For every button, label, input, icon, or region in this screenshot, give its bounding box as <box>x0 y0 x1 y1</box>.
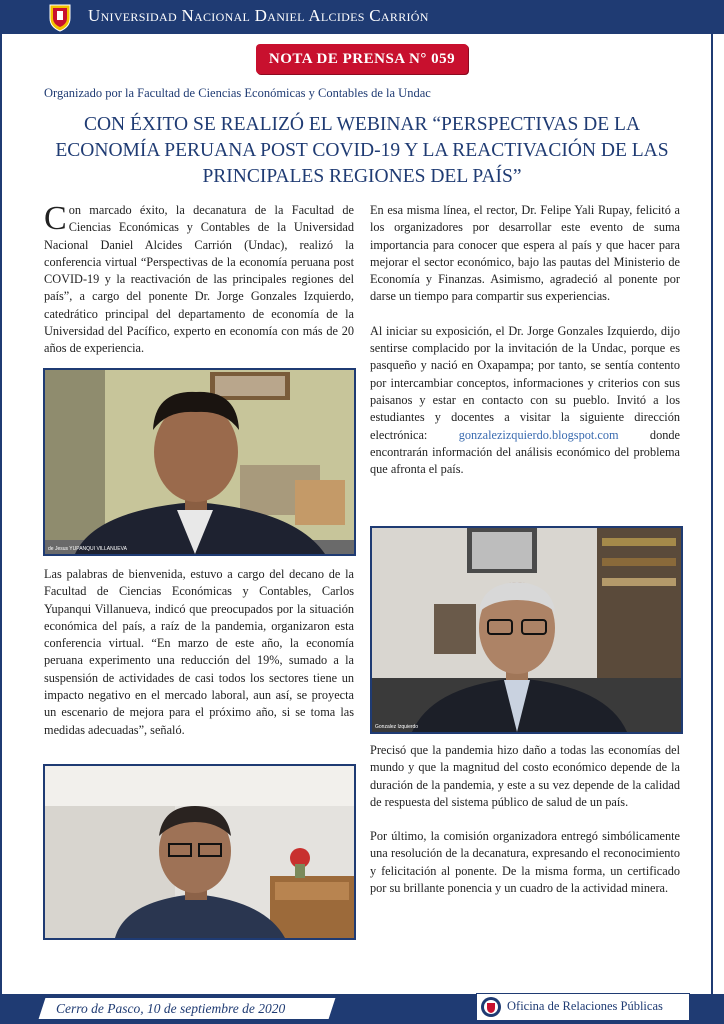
right-column-top <box>370 202 680 478</box>
organized-by: Organizado por la Facultad de Ciencias Económicas y Contables de la Undac <box>44 86 431 100</box>
welcome-paragraph: Las palabras de bienvenida, estuvo a cargo del decano de la Facultad de Ciencias Económicas y Contables, Carlos Yupanqui Villanueva, indicó que preocupados por la situación económica del país, a raíz de la pandemia, organizaron esta conferencia virtual. “En marzo de este año, la economía peruana experimento una reducción del 19%, sumado a la suspensión de actividades de casi todos los sectores tiene un impacto negativo en el mercado laboral, aun así, se proyecta un escenario de mejora para el próximo año, si se toma las medidas adecuadas”, señaló. <box>44 567 354 737</box>
left-column-welcome <box>44 566 354 739</box>
footer-office-box <box>476 993 690 1021</box>
rector-paragraph: En esa misma línea, el rector, Dr. Felipe Yali Rupay, felicitó a los organizadores por desarrollar este evento de suma importancia para conocer que espera al país y que hacer para mejorar el sector económico, bajo las pautas del Ministerio de Economía y Finanzas. Asimismo, agradeció al ponente por darse un tiempo para compartir sus experiencias. <box>370 203 680 304</box>
rector-portrait-image <box>45 766 354 938</box>
dean-portrait-image <box>45 370 354 554</box>
photo-speaker <box>370 526 683 734</box>
speaker-portrait-image <box>372 528 681 732</box>
footer-date-box <box>39 998 336 1019</box>
exposition-paragraph <box>370 323 680 479</box>
university-crest-icon <box>48 2 72 32</box>
left-border <box>0 34 2 994</box>
headline: CON ÉXITO SE REALIZÓ EL WEBINAR “PERSPECTIVAS DE LA ECONOMÍA PERUANA POST COVID-19 Y LA REACTIVACIÓN DE LAS PRINCIPALES REGIONES DEL PAÍS” <box>55 114 669 187</box>
right-border <box>711 34 713 994</box>
drop-cap: C <box>44 200 67 237</box>
intro-paragraph: on marcado éxito, la decanatura de la Facultad de Ciencias Económicas y Contables de la Universidad Nacional Daniel Alcides Carrión (Undac), realizó la conferencia virtual “Perspectivas de la economía peruana post COVID-19 y la reactivación de las principales regiones del país”, a cargo del ponente Dr. Jorge Gonzales Izquierdo, catedrático principal del departamento de economía de la Universidad del Pacífico, experto en economía con más de 20 años de experiencia. <box>44 203 354 356</box>
photo-dean <box>43 368 356 556</box>
pandemic-paragraph: Precisó que la pandemia hizo daño a todas las economías del mundo y que la magnitud del costo económico depende de la duración de la pandemia, y este a su vez depende de la calidad de respuesta del sistema público de salud de un país. <box>370 743 680 809</box>
office-seal-icon <box>480 996 502 1018</box>
press-note-badge: NOTA DE PRENSA N° 059 <box>256 44 468 74</box>
exposition-text: Al iniciar su exposición, el Dr. Jorge Gonzales Izquierdo, dijo sentirse complacido por la invitación de la Undac, porque es pasqueño y nació en Oxapampa; por tanto, se sentía contento por intercambiar conceptos, informaciones y criterios con sus paisanos y estar en contacto con su pueblo. Invitó a los estudiantes y docentes a visitar la siguiente dirección electrónica: <box>370 323 680 442</box>
photo2-caption: Gonzalez Izquierdo <box>375 724 419 730</box>
right-column-bottom <box>370 742 680 897</box>
photo-rector <box>43 764 356 940</box>
left-column-intro <box>44 202 354 358</box>
footer-office: Oficina de Relaciones Públicas <box>507 999 663 1013</box>
university-name: Universidad Nacional Daniel Alcides Carrión <box>88 6 429 25</box>
blog-link[interactable]: gonzalezizquierdo.blogspot.com <box>458 427 619 442</box>
exposition-text-end: donde encontrarán información del análisis económico del problema que afronta el país. <box>370 427 680 477</box>
footer-date: Cerro de Pasco, 10 de septiembre de 2020 <box>56 1001 286 1016</box>
photo1-caption: de Jesus YUPANQUI VILLANUEVA <box>48 546 127 552</box>
closing-paragraph: Por último, la comisión organizadora entregó simbólicamente una resolución de la decanatura, expresando el reconocimiento y felicitación al ponente. De la misma forma, un certificado por su brillante ponencia y un cuadro de la actividad minera. <box>370 829 680 896</box>
